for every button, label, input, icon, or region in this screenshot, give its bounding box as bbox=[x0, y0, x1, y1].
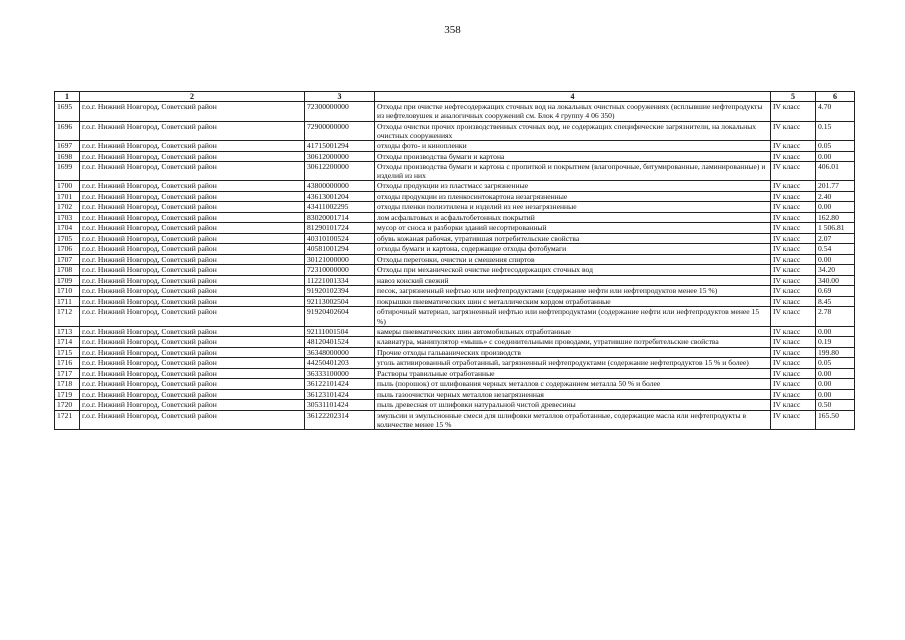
waste-code-cell: 43411002295 bbox=[305, 202, 375, 213]
amount-cell: 0.50 bbox=[816, 400, 855, 411]
waste-code-cell: 91920402604 bbox=[305, 307, 375, 326]
table-row bbox=[55, 358, 855, 369]
hazard-class-cell: IV класс bbox=[771, 223, 816, 234]
header-col-1: 1 bbox=[55, 92, 80, 102]
row-number-cell: 1719 bbox=[55, 389, 80, 400]
hazard-class-cell: IV класс bbox=[771, 347, 816, 358]
location-cell: г.о.г. Нижний Новгород, Советский район bbox=[80, 223, 305, 234]
location-cell: г.о.г. Нижний Новгород, Советский район bbox=[80, 307, 305, 326]
row-number-cell: 1708 bbox=[55, 265, 80, 276]
location-cell: г.о.г. Нижний Новгород, Советский район bbox=[80, 141, 305, 152]
location-cell: г.о.г. Нижний Новгород, Советский район bbox=[80, 400, 305, 411]
waste-name-cell: покрышки пневматических шин с металлическим кордом отработанные bbox=[375, 296, 771, 307]
waste-code-cell: 92113002504 bbox=[305, 296, 375, 307]
table-row bbox=[55, 275, 855, 286]
row-number-cell: 1717 bbox=[55, 368, 80, 379]
amount-cell: 201.77 bbox=[816, 181, 855, 192]
waste-name-cell: Отходы перегонки, очистки и смешения спиртов bbox=[375, 254, 771, 265]
waste-name-cell: навоз конский свежий bbox=[375, 275, 771, 286]
table-row bbox=[55, 379, 855, 390]
waste-code-cell: 11221001334 bbox=[305, 275, 375, 286]
header-col-3: 3 bbox=[305, 92, 375, 102]
hazard-class-cell: IV класс bbox=[771, 410, 816, 429]
waste-name-cell: мусор от сноса и разборки зданий несортированный bbox=[375, 223, 771, 234]
row-number-cell: 1709 bbox=[55, 275, 80, 286]
hazard-class-cell: IV класс bbox=[771, 286, 816, 297]
location-cell: г.о.г. Нижний Новгород, Советский район bbox=[80, 202, 305, 213]
location-cell: г.о.г. Нижний Новгород, Советский район bbox=[80, 337, 305, 348]
amount-cell: 0.05 bbox=[816, 141, 855, 152]
table-header-row bbox=[55, 92, 855, 102]
table-row bbox=[55, 202, 855, 213]
header-col-4: 4 bbox=[375, 92, 771, 102]
amount-cell: 0.00 bbox=[816, 368, 855, 379]
table-row bbox=[55, 254, 855, 265]
waste-code-cell: 44250401203 bbox=[305, 358, 375, 369]
waste-name-cell: пыль древесная от шлифовки натуральной чистой древесины bbox=[375, 400, 771, 411]
header-col-2: 2 bbox=[80, 92, 305, 102]
row-number-cell: 1699 bbox=[55, 162, 80, 181]
location-cell: г.о.г. Нижний Новгород, Советский район bbox=[80, 191, 305, 202]
table-row bbox=[55, 223, 855, 234]
location-cell: г.о.г. Нижний Новгород, Советский район bbox=[80, 347, 305, 358]
waste-name-cell: отходы пленки полиэтилена и изделий из нее незагрязненные bbox=[375, 202, 771, 213]
waste-code-cell: 40310100524 bbox=[305, 233, 375, 244]
waste-name-cell: отходы бумаги и картона, содержащие отходы фотобумаги bbox=[375, 244, 771, 255]
waste-name-cell: отходы продукции из пленкосинтокартона незагрязненные bbox=[375, 191, 771, 202]
waste-name-cell: клавиатура, манипулятор «мышь» с соединительными проводами, утратившие потребительские свойства bbox=[375, 337, 771, 348]
amount-cell: 162.80 bbox=[816, 212, 855, 223]
header-col-6: 6 bbox=[816, 92, 855, 102]
waste-code-cell: 72300000000 bbox=[305, 102, 375, 121]
hazard-class-cell: IV класс bbox=[771, 151, 816, 162]
row-number-cell: 1718 bbox=[55, 379, 80, 390]
hazard-class-cell: IV класс bbox=[771, 254, 816, 265]
amount-cell: 4.70 bbox=[816, 102, 855, 121]
amount-cell: 2.07 bbox=[816, 233, 855, 244]
location-cell: г.о.г. Нижний Новгород, Советский район bbox=[80, 265, 305, 276]
table-row bbox=[55, 296, 855, 307]
hazard-class-cell: IV класс bbox=[771, 244, 816, 255]
table-row bbox=[55, 233, 855, 244]
location-cell: г.о.г. Нижний Новгород, Советский район bbox=[80, 410, 305, 429]
location-cell: г.о.г. Нижний Новгород, Советский район bbox=[80, 212, 305, 223]
row-number-cell: 1720 bbox=[55, 400, 80, 411]
waste-code-cell: 30612000000 bbox=[305, 151, 375, 162]
waste-code-cell: 83020001714 bbox=[305, 212, 375, 223]
location-cell: г.о.г. Нижний Новгород, Советский район bbox=[80, 286, 305, 297]
waste-name-cell: пыль (порошок) от шлифования черных металлов с содержанием металла 50 % и более bbox=[375, 379, 771, 390]
row-number-cell: 1707 bbox=[55, 254, 80, 265]
location-cell: г.о.г. Нижний Новгород, Советский район bbox=[80, 102, 305, 121]
row-number-cell: 1716 bbox=[55, 358, 80, 369]
location-cell: г.о.г. Нижний Новгород, Советский район bbox=[80, 181, 305, 192]
location-cell: г.о.г. Нижний Новгород, Советский район bbox=[80, 275, 305, 286]
amount-cell: 2.40 bbox=[816, 191, 855, 202]
hazard-class-cell: IV класс bbox=[771, 400, 816, 411]
hazard-class-cell: IV класс bbox=[771, 275, 816, 286]
waste-name-cell: лом асфальтовых и асфальтобетонных покрытий bbox=[375, 212, 771, 223]
waste-code-cell: 30531101424 bbox=[305, 400, 375, 411]
location-cell: г.о.г. Нижний Новгород, Советский район bbox=[80, 151, 305, 162]
waste-code-cell: 40581001294 bbox=[305, 244, 375, 255]
table-row bbox=[55, 326, 855, 337]
table-row bbox=[55, 337, 855, 348]
hazard-class-cell: IV класс bbox=[771, 389, 816, 400]
location-cell: г.о.г. Нижний Новгород, Советский район bbox=[80, 389, 305, 400]
waste-name-cell: Растворы травильные отработанные bbox=[375, 368, 771, 379]
amount-cell: 0.69 bbox=[816, 286, 855, 297]
waste-code-cell: 36348000000 bbox=[305, 347, 375, 358]
hazard-class-cell: IV класс bbox=[771, 202, 816, 213]
table-row bbox=[55, 181, 855, 192]
row-number-cell: 1698 bbox=[55, 151, 80, 162]
hazard-class-cell: IV класс bbox=[771, 191, 816, 202]
waste-name-cell: камеры пневматических шин автомобильных отработанные bbox=[375, 326, 771, 337]
amount-cell: 0.00 bbox=[816, 151, 855, 162]
table-row bbox=[55, 400, 855, 411]
row-number-cell: 1710 bbox=[55, 286, 80, 297]
waste-name-cell: Прочие отходы гальванических производств bbox=[375, 347, 771, 358]
table-row bbox=[55, 286, 855, 297]
amount-cell: 0.00 bbox=[816, 202, 855, 213]
waste-name-cell: Отходы производства бумаги и картона с пропиткой и покрытием (влагопрочные, битумированные, ламинированные) и изделий из них bbox=[375, 162, 771, 181]
amount-cell: 0.19 bbox=[816, 337, 855, 348]
row-number-cell: 1706 bbox=[55, 244, 80, 255]
table-row bbox=[55, 191, 855, 202]
waste-name-cell: обтирочный материал, загрязненный нефтью или нефтепродуктами (содержание нефти или нефтепродуктов менее 15 %) bbox=[375, 307, 771, 326]
row-number-cell: 1696 bbox=[55, 121, 80, 140]
waste-code-cell: 91920102394 bbox=[305, 286, 375, 297]
row-number-cell: 1700 bbox=[55, 181, 80, 192]
amount-cell: 8.45 bbox=[816, 296, 855, 307]
table-row bbox=[55, 141, 855, 152]
row-number-cell: 1701 bbox=[55, 191, 80, 202]
waste-name-cell: Отходы производства бумаги и картона bbox=[375, 151, 771, 162]
amount-cell: 0.54 bbox=[816, 244, 855, 255]
location-cell: г.о.г. Нижний Новгород, Советский район bbox=[80, 233, 305, 244]
amount-cell: 2.78 bbox=[816, 307, 855, 326]
waste-name-cell: отходы фото- и кинопленки bbox=[375, 141, 771, 152]
table-row bbox=[55, 121, 855, 140]
waste-code-cell: 30121000000 bbox=[305, 254, 375, 265]
waste-code-cell: 36333100000 bbox=[305, 368, 375, 379]
waste-code-cell: 43613001204 bbox=[305, 191, 375, 202]
waste-code-cell: 30612200000 bbox=[305, 162, 375, 181]
table-row bbox=[55, 244, 855, 255]
hazard-class-cell: IV класс bbox=[771, 265, 816, 276]
waste-name-cell: Отходы при очистке нефтесодержащих сточных вод на локальных очистных сооружениях (всплывшие нефтепродукты из нефтеловушек и аналогичных сооружений см. Блок 4 группу 4 06 350) bbox=[375, 102, 771, 121]
waste-name-cell: уголь активированный отработанный, загрязненный нефтепродуктами (содержание нефтепродуктов 15 % и более) bbox=[375, 358, 771, 369]
row-number-cell: 1714 bbox=[55, 337, 80, 348]
amount-cell: 199.80 bbox=[816, 347, 855, 358]
hazard-class-cell: IV класс bbox=[771, 121, 816, 140]
waste-name-cell: Отходы очистки прочих производственных сточных вод, не содержащих специфические загрязнители, на локальных очистных сооружениях bbox=[375, 121, 771, 140]
row-number-cell: 1721 bbox=[55, 410, 80, 429]
hazard-class-cell: IV класс bbox=[771, 233, 816, 244]
table-row bbox=[55, 265, 855, 276]
waste-code-cell: 72310000000 bbox=[305, 265, 375, 276]
row-number-cell: 1705 bbox=[55, 233, 80, 244]
waste-code-cell: 92111001504 bbox=[305, 326, 375, 337]
hazard-class-cell: IV класс bbox=[771, 337, 816, 348]
amount-cell: 0.15 bbox=[816, 121, 855, 140]
amount-cell: 0.00 bbox=[816, 326, 855, 337]
table-row bbox=[55, 389, 855, 400]
amount-cell: 0.00 bbox=[816, 254, 855, 265]
table-row bbox=[55, 151, 855, 162]
waste-name-cell: обувь кожаная рабочая, утратившая потребительские свойства bbox=[375, 233, 771, 244]
hazard-class-cell: IV класс bbox=[771, 326, 816, 337]
row-number-cell: 1697 bbox=[55, 141, 80, 152]
location-cell: г.о.г. Нижний Новгород, Советский район bbox=[80, 244, 305, 255]
location-cell: г.о.г. Нижний Новгород, Советский район bbox=[80, 379, 305, 390]
row-number-cell: 1704 bbox=[55, 223, 80, 234]
waste-name-cell: пыль газоочистки черных металлов незагрязненная bbox=[375, 389, 771, 400]
table-row bbox=[55, 162, 855, 181]
table-row bbox=[55, 347, 855, 358]
hazard-class-cell: IV класс bbox=[771, 296, 816, 307]
hazard-class-cell: IV класс bbox=[771, 181, 816, 192]
hazard-class-cell: IV класс bbox=[771, 162, 816, 181]
hazard-class-cell: IV класс bbox=[771, 307, 816, 326]
row-number-cell: 1712 bbox=[55, 307, 80, 326]
table-row bbox=[55, 368, 855, 379]
waste-code-cell: 72900000000 bbox=[305, 121, 375, 140]
hazard-class-cell: IV класс bbox=[771, 358, 816, 369]
hazard-class-cell: IV класс bbox=[771, 379, 816, 390]
row-number-cell: 1713 bbox=[55, 326, 80, 337]
row-number-cell: 1695 bbox=[55, 102, 80, 121]
waste-name-cell: Отходы продукции из пластмасс загрязненные bbox=[375, 181, 771, 192]
location-cell: г.о.г. Нижний Новгород, Советский район bbox=[80, 326, 305, 337]
location-cell: г.о.г. Нижний Новгород, Советский район bbox=[80, 121, 305, 140]
location-cell: г.о.г. Нижний Новгород, Советский район bbox=[80, 358, 305, 369]
amount-cell: 0.05 bbox=[816, 358, 855, 369]
table-row bbox=[55, 307, 855, 326]
hazard-class-cell: IV класс bbox=[771, 141, 816, 152]
location-cell: г.о.г. Нижний Новгород, Советский район bbox=[80, 162, 305, 181]
hazard-class-cell: IV класс bbox=[771, 368, 816, 379]
amount-cell: 1 506.81 bbox=[816, 223, 855, 234]
amount-cell: 0.00 bbox=[816, 379, 855, 390]
waste-table bbox=[54, 91, 855, 430]
amount-cell: 340.00 bbox=[816, 275, 855, 286]
table-row bbox=[55, 102, 855, 121]
waste-code-cell: 41715001294 bbox=[305, 141, 375, 152]
waste-code-cell: 48120401524 bbox=[305, 337, 375, 348]
waste-code-cell: 36122202314 bbox=[305, 410, 375, 429]
table-row bbox=[55, 212, 855, 223]
waste-name-cell: песок, загрязненный нефтью или нефтепродуктами (содержание нефти или нефтепродуктов менее 15 %) bbox=[375, 286, 771, 297]
amount-cell: 165.50 bbox=[816, 410, 855, 429]
waste-code-cell: 81290101724 bbox=[305, 223, 375, 234]
hazard-class-cell: IV класс bbox=[771, 212, 816, 223]
waste-code-cell: 36123101424 bbox=[305, 389, 375, 400]
header-col-5: 5 bbox=[771, 92, 816, 102]
row-number-cell: 1715 bbox=[55, 347, 80, 358]
page-number: 358 bbox=[444, 24, 461, 36]
waste-code-cell: 43800000000 bbox=[305, 181, 375, 192]
amount-cell: 34.20 bbox=[816, 265, 855, 276]
table-row bbox=[55, 410, 855, 429]
waste-name-cell: Отходы при механической очистке нефтесодержащих сточных вод bbox=[375, 265, 771, 276]
hazard-class-cell: IV класс bbox=[771, 102, 816, 121]
location-cell: г.о.г. Нижний Новгород, Советский район bbox=[80, 368, 305, 379]
row-number-cell: 1711 bbox=[55, 296, 80, 307]
waste-code-cell: 36122101424 bbox=[305, 379, 375, 390]
amount-cell: 406.01 bbox=[816, 162, 855, 181]
location-cell: г.о.г. Нижний Новгород, Советский район bbox=[80, 296, 305, 307]
waste-name-cell: эмульсии и эмульсионные смеси для шлифовки металлов отработанные, содержащие масла или нефтепродукты в количестве менее 15 % bbox=[375, 410, 771, 429]
amount-cell: 0.00 bbox=[816, 389, 855, 400]
location-cell: г.о.г. Нижний Новгород, Советский район bbox=[80, 254, 305, 265]
row-number-cell: 1703 bbox=[55, 212, 80, 223]
row-number-cell: 1702 bbox=[55, 202, 80, 213]
